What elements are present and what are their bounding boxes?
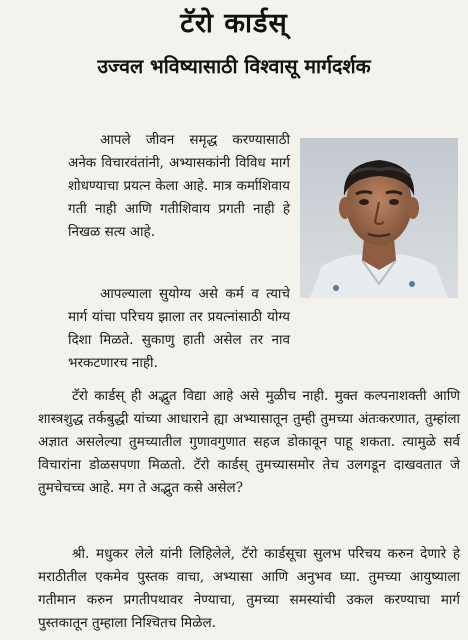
page-subtitle: उज्वल भविष्यासाठी विश्वासू मार्गदर्शक [97, 55, 371, 78]
direction-paragraph: आपल्याला सुयोग्य असे कर्म व त्याचे मार्ग यांचा परिचय झाला तर प्रयत्नांसाठी योग्य दिशा मिळते. सुकाणु हाती असेल तर नाव भरकटणारच नाही. [68, 286, 290, 371]
page-title: टॅरो कार्डस् [180, 8, 288, 39]
book-recommendation-paragraph: श्री. मधुकर लेले यांनी लिहिलेले, टॅरो कार्डसूचा सुलभ परिचय करुन देणारे हे मराठीतील एकमेव पुस्तक वाचा, अभ्यासा आणि अनुभव घ्या. तुमच्या आयुष्याला गतीमान करुन प्रगतीपथावर नेण्याचा, तुमच्या समस्यांची उकल करण्याचा मार्ग पुस्तकातून तुम्हाला निश्चितच मिळेल. [38, 546, 460, 631]
tarot-description-paragraph: टॅरो कार्डस् ही अद्भुत विद्या आहे असे मुळीच नाही. मुक्त कल्पनाशक्ती आणि शास्त्रशुद्ध तर्कबुद्धी यांच्या आधाराने ह्या अभ्यासातून तुम्ही तुमच्या अंतःकरणात, तुम्हांला अज्ञात असलेल्या तुमच्यातील गुणावगुणात सहज डोकावून पाहू शकता. त्यामुळे सर्व विचारांना डोळसपणा मिळतो. टॅरो कार्डस् तुमच्यासमोर तेच उलगडून दाखवतात जे तुमचेचच्च आहे. मग ते अद्भुत कसे असेल? [38, 388, 460, 496]
intro-paragraph: आपले जीवन समृद्ध करण्यासाठी अनेक विचारवंतांनी, अभ्यासकांनी विविध मार्ग शोधण्याचा प्रयत्न केला आहे. मात्र कर्माशिवाय गती नाही आणि गतीशिवाय प्रगती नाही हे निखळ सत्य आहे. [68, 132, 290, 240]
author-portrait-photo [300, 138, 458, 298]
